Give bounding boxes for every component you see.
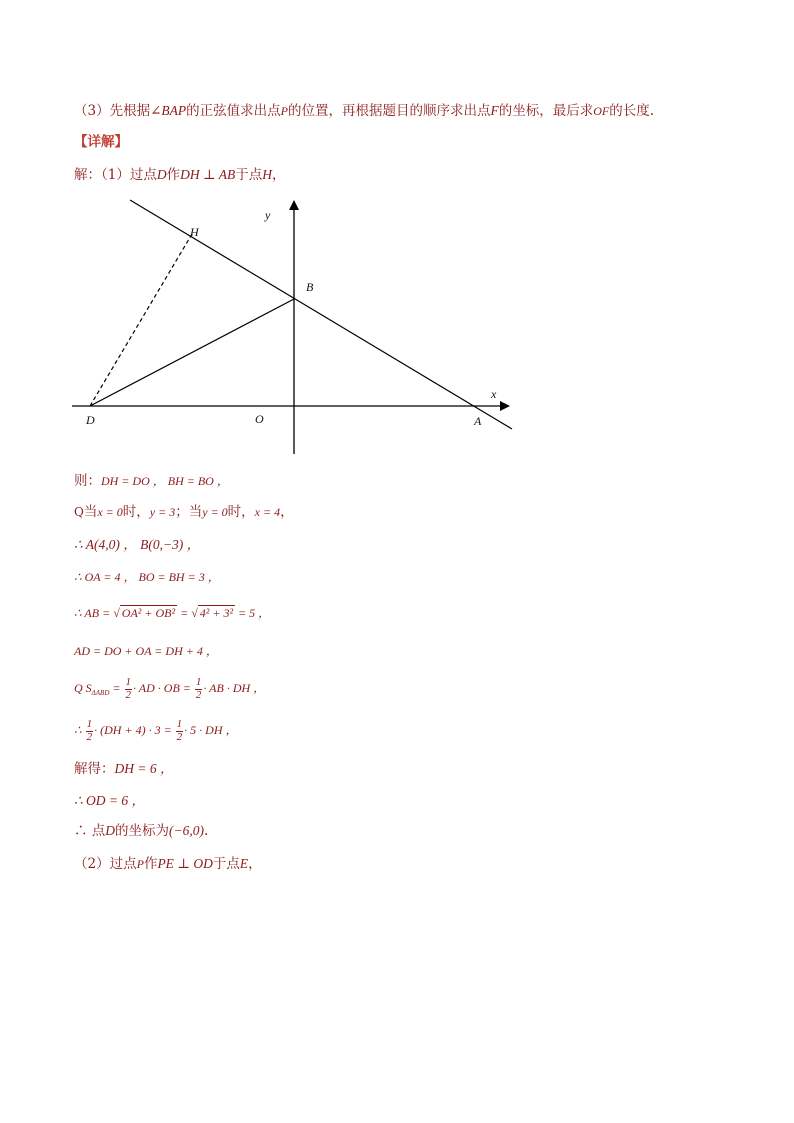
label-x: x — [491, 387, 497, 401]
part3-suffix: 的长度. — [609, 103, 655, 119]
step2-t1: 时， — [122, 504, 150, 520]
step-lengths: ∴ OA = 4 ， BO = BH = 3 ， — [74, 570, 220, 584]
point-f: F — [490, 103, 499, 118]
part3-mid1: 的正弦值求出点 — [186, 103, 281, 119]
part2-perp-expr: PE ⊥ OD — [157, 856, 213, 871]
step2-when: 当 — [83, 504, 98, 520]
label-d: D — [86, 413, 95, 427]
dcoord-mid: 的坐标为 — [115, 823, 170, 839]
step-intercepts — [74, 506, 294, 520]
sqrt-oa-ob: OA² + OB² — [121, 606, 176, 620]
label-a: A — [474, 414, 482, 428]
cond-x0: x = 0 — [97, 505, 123, 519]
dcoord-prefix: ∴ 点 — [74, 823, 106, 839]
step-od: ∴ OD = 6 ， — [74, 793, 145, 808]
part3-prefix: （3）先根据 — [74, 103, 151, 119]
area-m1: · AD · OB = — [133, 680, 191, 695]
part2-prefix: （2）过点 — [74, 856, 137, 872]
fraction-half: $\frac{1}{2}$ — [195, 676, 202, 701]
sol1-perp-expr: DH ⊥ AB — [180, 167, 236, 182]
part2-mid2: 于点 — [212, 856, 240, 872]
ab-eq: = — [180, 606, 189, 620]
step-equation — [74, 719, 238, 743]
sqrt-4-3: 4² + 3² — [199, 606, 234, 620]
because-symbol: Q — [74, 505, 84, 519]
fraction-half: $\frac{1}{2}$ — [125, 676, 131, 701]
step2-sep: ；当 — [175, 504, 203, 520]
step-ad: AD = DO + OA = DH + 4 ， — [74, 644, 218, 658]
line-ab — [130, 200, 512, 429]
step-solve — [74, 762, 173, 777]
dcoord-value: (−6,0) — [169, 823, 205, 838]
sol1-suffix: ， — [272, 167, 286, 183]
sol1-point-d: D — [156, 167, 167, 182]
detail-heading: 【详解】 — [74, 134, 128, 150]
coordinate-figure — [0, 190, 794, 660]
segment-db — [90, 299, 294, 406]
step2-end: ， — [280, 504, 294, 520]
label-o: O — [255, 412, 264, 426]
part2-intro — [74, 857, 262, 872]
dcoord-end: . — [204, 823, 209, 839]
label-b: B — [306, 280, 314, 294]
sol1-point-h: H — [262, 167, 273, 182]
eq-m1: · (DH + 4) · 3 = — [94, 722, 172, 737]
part3-mid3: 的坐标，最后求 — [498, 103, 594, 119]
eq-m2: · 5 · DH ， — [184, 722, 238, 737]
part2-mid: 作 — [143, 856, 158, 872]
part3-hint-line — [74, 104, 654, 119]
label-h: H — [190, 225, 199, 239]
sol1-mid2: 于点 — [235, 167, 263, 183]
part2-suffix: ， — [248, 856, 262, 872]
area-eq: = — [112, 680, 121, 695]
dcoord-d: D — [105, 823, 116, 838]
label-y: y — [265, 208, 271, 222]
solution-1-intro — [74, 168, 286, 183]
solve-expr: DH = 6 ， — [114, 761, 174, 776]
step-then-expr: DH = DO ， BH = BO ， — [101, 474, 229, 488]
sol1-prefix: 解：（1）过点 — [74, 167, 157, 183]
area-m2: · AB · DH ， — [203, 680, 266, 695]
solve-prefix: 解得： — [74, 761, 115, 777]
point-p: P — [280, 104, 288, 118]
part2-point-p: P — [136, 857, 144, 871]
step2-t2: 时， — [227, 504, 255, 520]
angle-bap: ∠BAP — [150, 103, 187, 118]
result-y3: y = 3 — [149, 505, 176, 519]
step-then — [74, 475, 229, 489]
step-ab-length: ∴ AB = √ OA² + OB² = √ 4² + 3² = 5 ， — [74, 606, 271, 620]
therefore-symbol: ∴ — [74, 722, 82, 737]
result-x4: x = 4 — [254, 505, 281, 519]
segment-of: OF — [593, 104, 610, 118]
step-area — [74, 677, 265, 701]
part3-mid2: 的位置，再根据题目的顺序求出点 — [288, 103, 491, 119]
step-d-coord — [74, 824, 208, 839]
fraction-half: $\frac{1}{2}$ — [86, 718, 93, 743]
part2-point-e: E — [239, 856, 249, 871]
sol1-mid: 作 — [166, 167, 181, 183]
fraction-half: $\frac{1}{2}$ — [176, 718, 183, 743]
area-symbol: Q S — [74, 680, 92, 695]
step-coords-ab: ∴ A(4,0) ， B(0,−3) ， — [74, 537, 201, 552]
segment-dh-dashed — [90, 234, 192, 406]
cond-y0: y = 0 — [202, 505, 228, 519]
area-subscript: ΔABD — [91, 689, 110, 698]
ab-end: = 5 ， — [238, 606, 271, 620]
step-then-prefix: 则： — [74, 473, 101, 489]
ab-lhs: ∴ AB = — [74, 606, 111, 620]
